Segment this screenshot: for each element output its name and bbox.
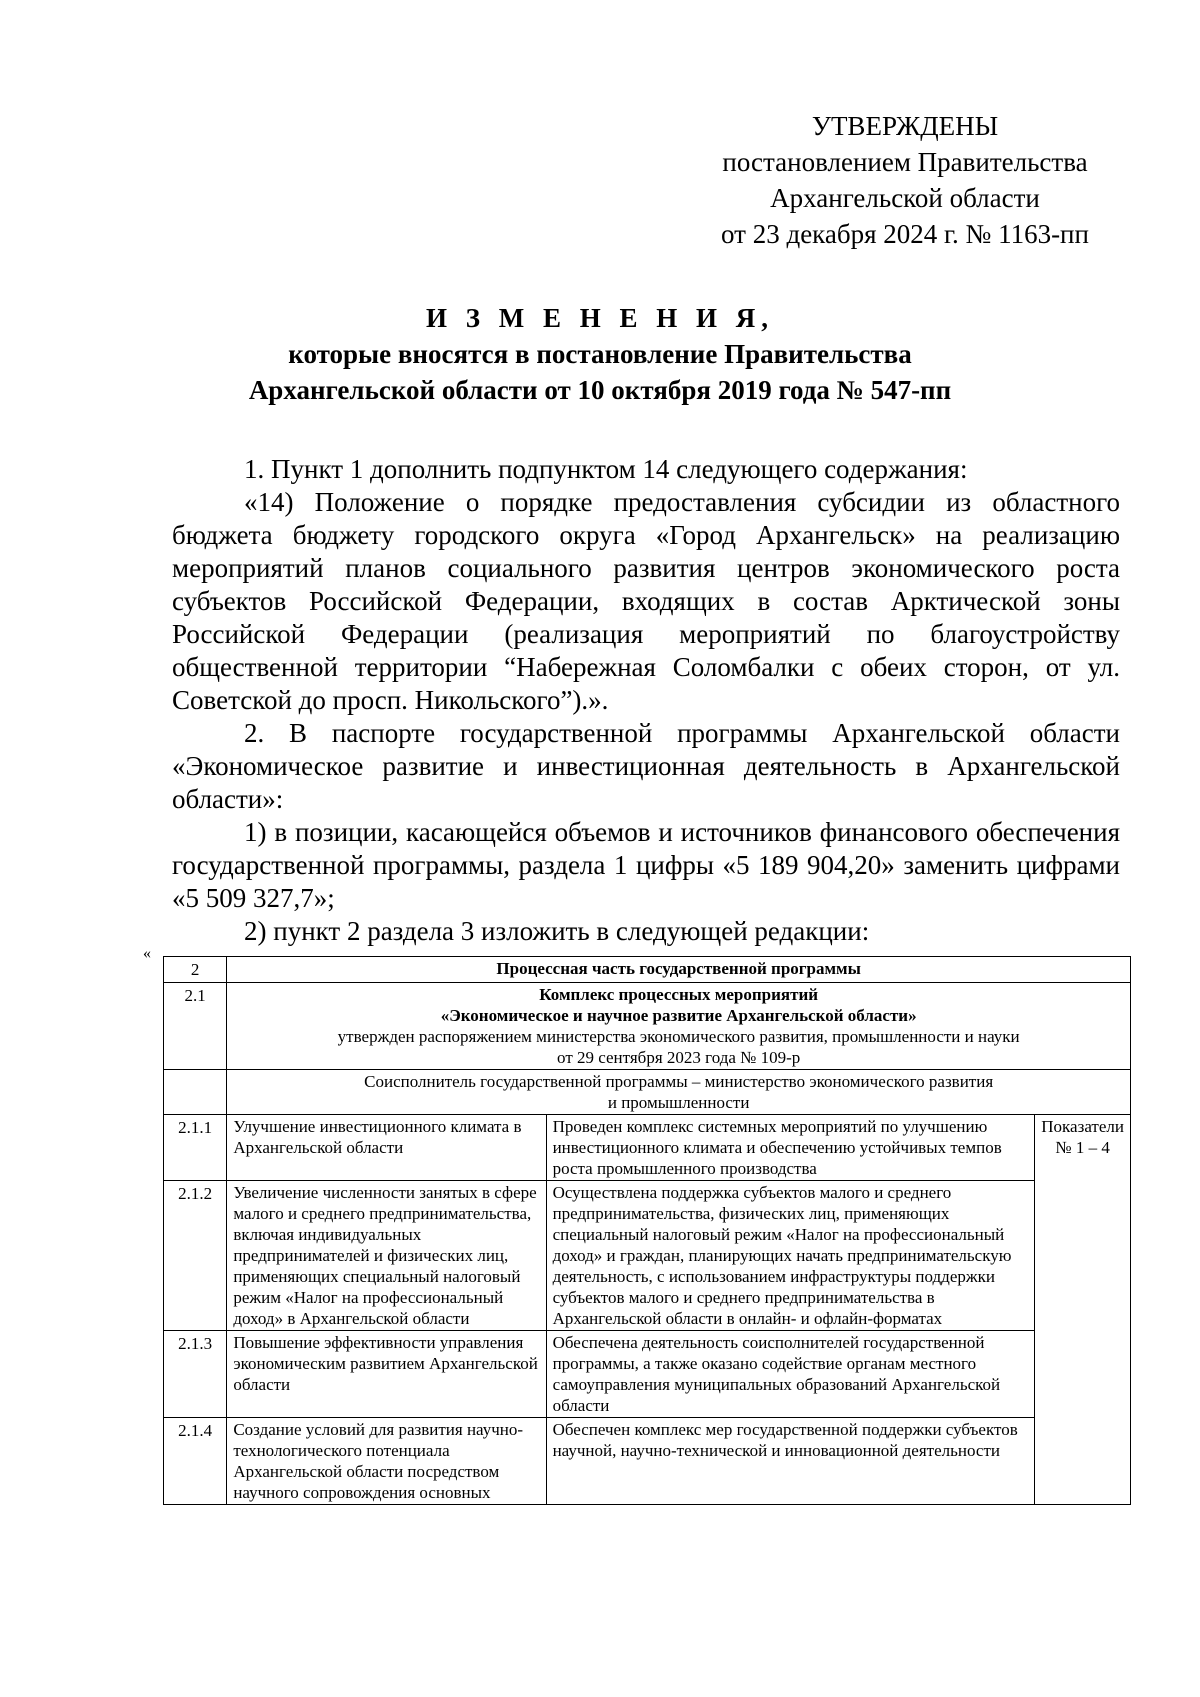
- paragraph-2: «14) Положение о порядке предоставления субсидии из областного бюджета бюджету городского округа «Город Архангельск» на реализацию мероприятий планов социального развития центров экономического роста субъектов Российской Федерации, входящих в состав Арктической зоны Российской Федерации (реализация мероприятий по благоустройству общественной территории “Набережная Соломбалки с обеих сторон, от ул. Советской до просп. Никольского”).».: [172, 487, 1120, 715]
- title-line-3: Архангельской области от 10 октября 2019 года № 547-пп: [248, 375, 952, 405]
- title-line-2: которые вносятся в постановление Правительства: [288, 339, 912, 369]
- cell-section-title: Процессная часть государственной программы: [227, 957, 1131, 983]
- table-row-section: [164, 957, 1131, 983]
- opening-quote-mark: «: [143, 945, 151, 962]
- cell-indicator: Показатели № 1 – 4: [1035, 1115, 1131, 1505]
- cell-complex: [227, 983, 1131, 1070]
- table-row-complex: [164, 983, 1131, 1070]
- table-row: [164, 1181, 1131, 1331]
- title-heading: И З М Е Н Е Н И Я,: [425, 303, 774, 333]
- document-title: [140, 300, 1060, 408]
- coexecutor-line-1: Соисполнитель государственной программы – министерство экономического развития: [364, 1072, 994, 1091]
- complex-name: «Экономическое и научное развитие Архангельской области»: [440, 1006, 917, 1025]
- complex-approval: утвержден распоряжением министерства экономического развития, промышленности и науки: [337, 1027, 1020, 1046]
- cell-task: Повышение эффективности управления экономическим развитием Архангельской области: [227, 1331, 546, 1418]
- paragraph-5: 2) пункт 2 раздела 3 изложить в следующей редакции:: [244, 916, 870, 946]
- paragraph-4: 1) в позиции, касающейся объемов и источников финансового обеспечения государственной программы, раздела 1 цифры «5 189 904,20» заменить цифрами «5 509 327,7»;: [172, 817, 1120, 913]
- cell-result: Обеспечена деятельность соисполнителей государственной программы, а также оказано содействие органам местного самоуправления муниципальных образований Архангельской области: [546, 1331, 1035, 1418]
- table-row: [164, 1418, 1131, 1505]
- approval-heading: УТВЕРЖДЕНЫ: [811, 111, 999, 141]
- cell-num: 2.1.3: [164, 1331, 227, 1418]
- table-row: [164, 1115, 1131, 1181]
- cell-task: Улучшение инвестиционного климата в Архангельской области: [227, 1115, 546, 1181]
- complex-title: Комплекс процессных мероприятий: [539, 985, 819, 1004]
- cell-result: Проведен комплекс системных мероприятий по улучшению инвестиционного климата и обеспечению устойчивых темпов роста промышленного производства: [546, 1115, 1035, 1181]
- approval-stamp: [680, 108, 1130, 252]
- cell-num-empty: [164, 1070, 227, 1115]
- table-row: [164, 1331, 1131, 1418]
- cell-task: Создание условий для развития научно-технологического потенциала Архангельской области посредством научного сопровождения основных: [227, 1418, 546, 1505]
- program-table: [163, 956, 1131, 1505]
- cell-num: 2.1.4: [164, 1418, 227, 1505]
- approval-line-2: постановлением Правительства: [722, 147, 1088, 177]
- cell-result: Осуществлена поддержка субъектов малого и среднего предпринимательства, физических лиц, применяющих специальный налоговый режим «Налог на профессиональный доход» и граждан, планирующих начать предпринимательскую деятельность, с использованием инфраструктуры поддержки субъектов малого и среднего предпринимательства в Архангельской области в онлайн- и офлайн-форматах: [546, 1181, 1035, 1331]
- cell-num: 2: [164, 957, 227, 983]
- cell-num: 2.1: [164, 983, 227, 1070]
- complex-approval-date: от 29 сентября 2023 года № 109-р: [557, 1048, 801, 1067]
- cell-num: 2.1.1: [164, 1115, 227, 1181]
- cell-num: 2.1.2: [164, 1181, 227, 1331]
- document-body: [172, 453, 1120, 948]
- coexecutor-line-2: и промышленности: [607, 1093, 750, 1112]
- paragraph-3: 2. В паспорте государственной программы Архангельской области «Экономическое развитие и инвестиционная деятельность в Архангельской области»:: [172, 718, 1120, 814]
- approval-line-3: Архангельской области: [770, 183, 1040, 213]
- paragraph-1: 1. Пункт 1 дополнить подпунктом 14 следующего содержания:: [244, 454, 968, 484]
- table-row-coexecutor: [164, 1070, 1131, 1115]
- cell-result: Обеспечен комплекс мер государственной поддержки субъектов научной, научно-технической и инновационной деятельности: [546, 1418, 1035, 1505]
- approval-date: от 23 декабря 2024 г. № 1163-пп: [721, 219, 1089, 249]
- cell-task: Увеличение численности занятых в сфере малого и среднего предпринимательства, включая индивидуальных предпринимателей и физических лиц, применяющих специальный налоговый режим «Налог на профессиональный доход» в Архангельской области: [227, 1181, 546, 1331]
- cell-coexecutor: [227, 1070, 1131, 1115]
